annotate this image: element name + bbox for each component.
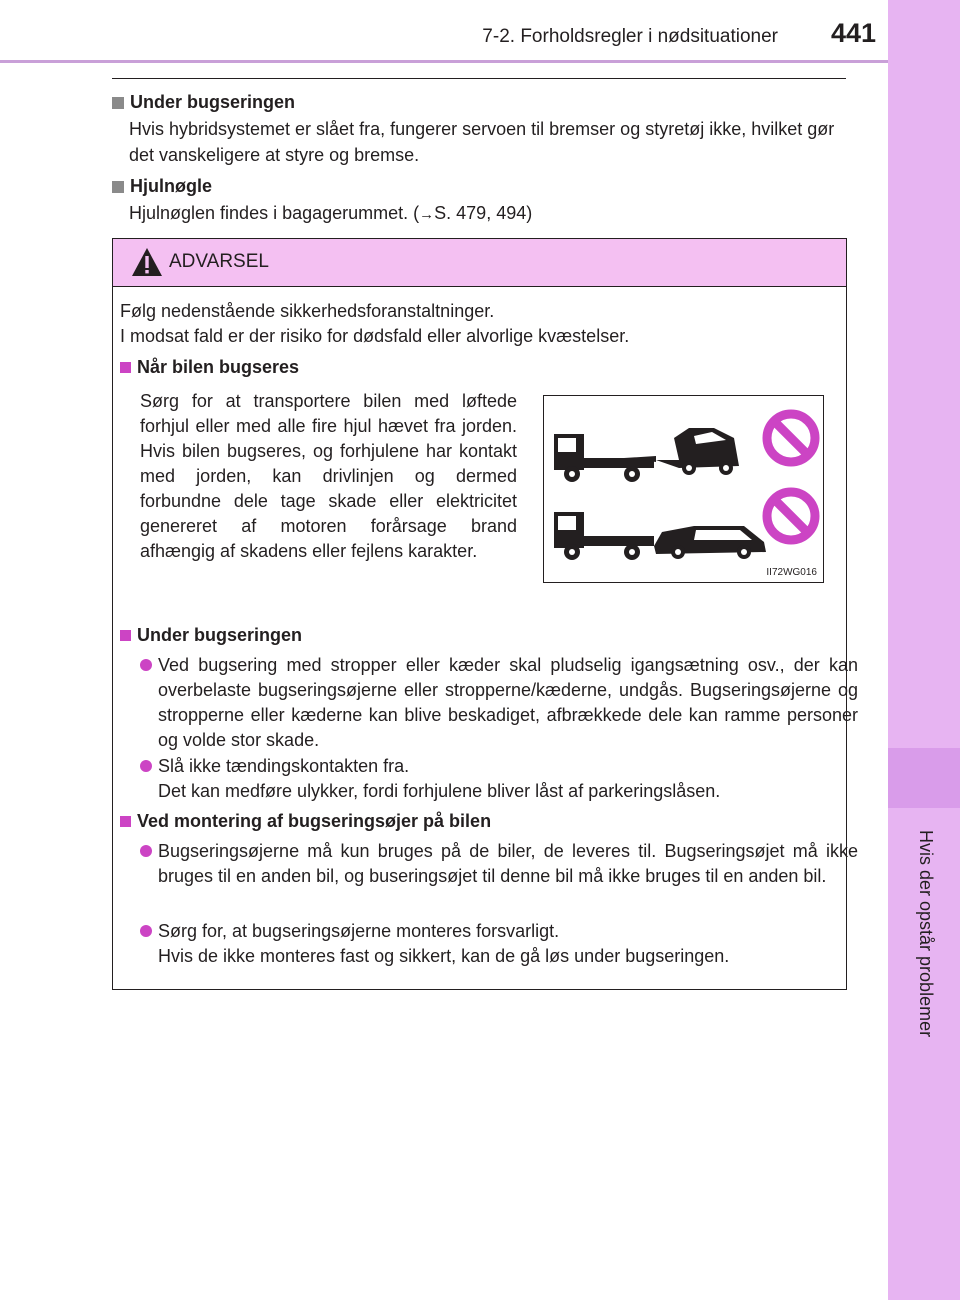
warning-triangle-icon xyxy=(131,247,163,277)
section-marker-icon xyxy=(120,362,131,373)
side-divider xyxy=(10,808,62,810)
tow-truck-illustration xyxy=(544,396,823,582)
mounting-heading xyxy=(120,811,491,832)
section-wheel-wrench xyxy=(112,174,846,228)
during-towing-heading xyxy=(120,625,302,646)
bullet-text: Hvis de ikke monteres fast og sikkert, kan de gå løs under bugseringen. xyxy=(158,946,730,966)
section-heading: Hjulnøgle xyxy=(130,176,212,196)
page-reference[interactable]: S. 479, 494) xyxy=(434,203,533,223)
bullet-text: Det kan medføre ulykker, fordi forhjulene bliver låst af parkeringslåsen. xyxy=(158,781,721,801)
chapter-title: Hvis der opstår problemer xyxy=(916,830,936,1038)
warning-intro xyxy=(120,299,840,349)
section-marker-icon xyxy=(120,630,131,641)
during-towing-heading-text: Under bugseringen xyxy=(137,625,303,645)
section-body xyxy=(112,200,846,228)
arrow-right-icon: → xyxy=(419,206,435,223)
content-top-rule xyxy=(112,78,846,79)
section-marker-icon xyxy=(120,816,131,827)
warning-header xyxy=(113,239,846,287)
towing-heading xyxy=(120,357,299,378)
bullet-text: Ved bugsering med stropper eller kæder skal pludselig igangsætning osv., der kan overbelaste bugseringsøjerne eller stropperne/kæderne, undgås. Bugseringsøjerne og stropperne eller kæderne kan blive beskadiget, afbrækkede dele kan ramme personer og volde stor skade. xyxy=(158,655,858,750)
bullet-item xyxy=(140,919,858,969)
chapter-side-tab xyxy=(888,0,960,1300)
towing-text: Sørg for at transportere bilen med løftede forhjul eller med alle fire hjul hævet fra jorden. Hvis bilen bugseres, og forhjulene har kontakt med jorden, kan drivlinjen og dermed forbundne dele tage skade eller elektricitet genereret af motoren forårsage brand afhængig af skadens eller fejlens karakter. xyxy=(140,391,517,561)
towing-illustration xyxy=(543,395,824,583)
figure-label: II72WG016 xyxy=(766,567,817,578)
header-rule xyxy=(0,60,888,63)
mounting-heading-text: Ved montering af bugseringsøjer på bilen xyxy=(137,811,492,831)
prohibition-icon xyxy=(767,414,815,462)
chapter-number-box xyxy=(888,748,960,808)
warning-title: ADVARSEL xyxy=(169,251,269,272)
bullet-text: Bugseringsøjerne må kun bruges på de biler, de leveres til. Bugseringsøjet må ikke bruges til en anden bil, og buseringsøjet til denne bil må ikke bruges til en anden bil. xyxy=(158,841,858,886)
bullet-dot-icon xyxy=(140,659,152,671)
body-prefix: Hjulnøglen findes i bagagerummet. ( xyxy=(129,203,420,223)
bullet-item xyxy=(140,839,858,889)
prohibition-icon xyxy=(767,492,815,540)
warning-intro-line-2: I modsat fald er der risiko for dødsfald eller alvorlige kvæstelser. xyxy=(120,326,630,346)
section-heading: Under bugseringen xyxy=(130,92,296,112)
bullet-item xyxy=(140,754,858,804)
bullet-item xyxy=(140,653,858,753)
bullet-dot-icon xyxy=(140,925,152,937)
page-header xyxy=(0,0,888,60)
header-title: 7-2. Forholdsregler i nødsituationer xyxy=(482,26,778,47)
bullet-text: Slå ikke tændingskontakten fra. xyxy=(158,756,410,776)
section-body: Hvis hybridsystemet er slået fra, fungerer servoen til bremser og styretøj ikke, hvilket gør det vanskeligere at styre og bremse. xyxy=(129,119,835,165)
towing-heading-text: Når bilen bugseres xyxy=(137,357,300,377)
section-under-towing xyxy=(112,90,846,168)
warning-box xyxy=(112,238,858,990)
section-marker-icon xyxy=(112,181,124,193)
bullet-dot-icon xyxy=(140,760,152,772)
chapter-number: 7 xyxy=(31,770,41,789)
bullet-text: Sørg for, at bugseringsøjerne monteres forsvarligt. xyxy=(158,921,560,941)
page-number: 441 xyxy=(830,18,876,48)
bullet-dot-icon xyxy=(140,845,152,857)
section-marker-icon xyxy=(112,97,124,109)
warning-intro-line-1: Følg nedenstående sikkerhedsforanstaltninger. xyxy=(120,301,495,321)
